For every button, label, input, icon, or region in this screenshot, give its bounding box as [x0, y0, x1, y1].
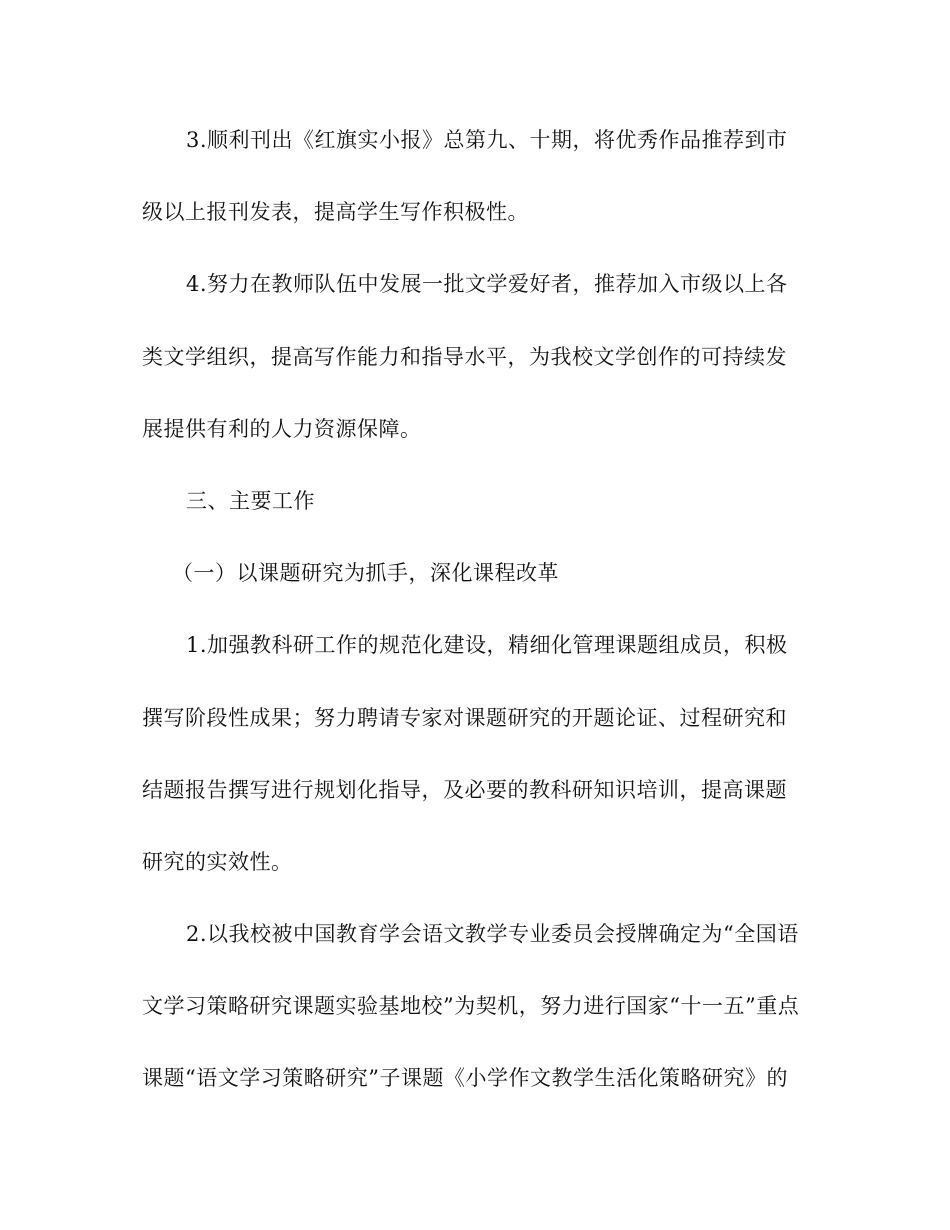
- document-body: [142, 122, 808, 1133]
- text-line: 课题“语文学习策略研究”子课题《小学作文教学生活化策略研究》的: [142, 1066, 788, 1091]
- text-line: 研究的实效性。: [142, 849, 293, 874]
- text-line: 2.以我校被中国教育学会语文教学专业委员会授牌确定为“全国语: [186, 922, 799, 947]
- text-line: （一）以课题研究为抓手，深化课程改革: [172, 561, 559, 586]
- text-line: 1.加强教科研工作的规范化建设，精细化管理课题组成员，积极: [186, 633, 788, 658]
- text-line: 文学习策略研究课题实验基地校”为契机，努力进行国家“十一五”重点: [142, 994, 800, 1019]
- text-line: 4.努力在教师队伍中发展一批文学爱好者，推荐加入市级以上各: [186, 272, 788, 297]
- text-line: 结题报告撰写进行规划化指导，及必要的教科研知识培训，提高课题: [142, 777, 787, 802]
- text-line: 类文学组织，提高写作能力和指导水平，为我校文学创作的可持续发: [142, 344, 787, 369]
- text-line: 三、主要工作: [186, 488, 315, 513]
- text-line: 3.顺利刊出《红旗实小报》总第九、十期，将优秀作品推荐到市: [186, 128, 788, 152]
- text-line: 撰写阶段性成果；努力聘请专家对课题研究的开题论证、过程研究和: [142, 705, 787, 730]
- text-line: 展提供有利的人力资源保障。: [142, 416, 422, 441]
- text-line: 级以上报刊发表，提高学生写作积极性。: [142, 200, 529, 225]
